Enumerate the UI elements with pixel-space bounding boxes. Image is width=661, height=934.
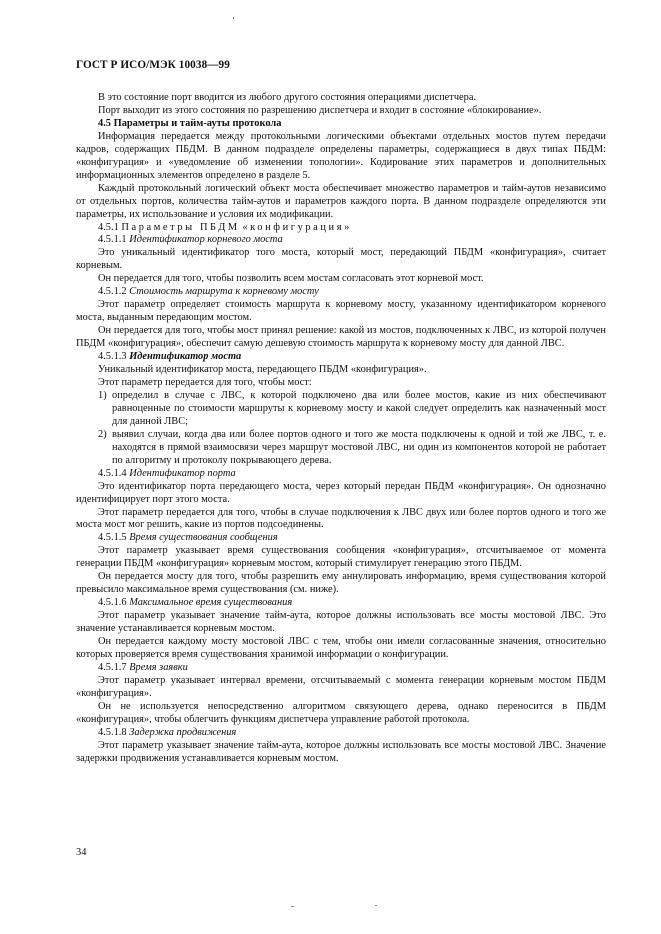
paragraph: Этот параметр передается для того, чтобы мост:: [98, 376, 312, 388]
section-heading-4-5-1-4: 4.5.1.4 Идентификатор порта: [98, 467, 236, 479]
scan-speck: [375, 905, 377, 906]
page-number: 34: [76, 847, 87, 858]
section-heading-4-5-1-1: 4.5.1.1 Идентификатор корневого моста: [98, 234, 283, 246]
paragraph: Этот параметр определяет стоимость маршрута к корневому мосту, указанному идентификатором корневого моста, выданным передающим мостом.: [76, 299, 606, 324]
paragraph: Он передается для того, чтобы позволить всем мостам согласовать этот корневой мост.: [98, 273, 484, 285]
paragraph: Уникальный идентификатор моста, передающего ПБДМ «конфигурация».: [98, 364, 427, 376]
list-item: 1) определил в случае с ЛВС, к которой подключено два или более мостов, какие из них обеспечивают равноценные по стоимости маршруты к корневому мосту и какой следует определить как назначенный мост для данной ЛВС;: [98, 389, 606, 427]
section-heading-4-5-1-8: 4.5.1.8 Задержка продвижения: [98, 726, 237, 738]
paragraph: Этот параметр передается для того, чтобы в случае подключения к ЛВС двух или более портов одного и того же моста мост мог решить, какие из портов подсоединены.: [76, 506, 606, 531]
section-heading-4-5-1-2: 4.5.1.2 Стоимость маршрута к корневому мосту: [98, 286, 319, 298]
section-heading-4-5-1-7: 4.5.1.7 Время заявки: [98, 661, 188, 673]
list-item: 2) выявил случаи, когда два или более портов одного и того же моста подключены к одной и той же ЛВС, т. е. находятся в прямой взаимосвязи через маршрут мостовой ЛВС, ни один из компонентов которой не работает по алгоритму и протоколу покрывающего дерева.: [98, 428, 606, 466]
paragraph: Информация передается между протокольными логическими объектами отдельных мостов путем передачи кадров, содержащих ПБДМ. В данном подразделе определены параметры, содержащиеся в двух типах ПБДМ: «конфигурация» и «уведомление об изменении топологии». Кодирование этих параметров и дополнительных информационных элементов определено в разделе 5.: [76, 130, 606, 181]
section-heading-4-5-1-6: 4.5.1.6 Максимальное время существования: [98, 597, 293, 609]
section-heading-4-5-1-5: 4.5.1.5 Время существования сообщения: [98, 532, 278, 544]
paragraph: Это идентификатор порта передающего моста, через который передан ПБДМ «конфигурация». Он однозначно идентифицирует порт этого моста.: [76, 480, 606, 505]
paragraph: Он передается для того, чтобы мост принял решение: какой из мостов, подключенных к ЛВС, из которой получен ПБДМ «конфигурация», обеспечит самую дешевую стоимость маршрута к корневому мосту для данной ЛВС.: [76, 325, 606, 350]
paragraph: В это состояние порт вводится из любого другого состояния операциями диспетчера.: [98, 92, 477, 103]
paragraph: Этот параметр указывает значение тайм-аута, которое должны использовать все мосты мостовой ЛВС. Это значение устанавливается корневым мостом.: [76, 610, 606, 635]
scan-speck: [291, 906, 294, 907]
paragraph: Это уникальный идентификатор того моста, который мост, передающий ПБДМ «конфигурация», считает корневым.: [76, 247, 606, 272]
section-heading-4-5-1-3: 4.5.1.3 Идентификатор моста: [98, 351, 242, 363]
section-heading-4-5-1: 4.5.1 Параметры ПБДМ «конфигурация»: [98, 221, 352, 233]
paragraph: Он передается мосту для того, чтобы разрешить ему аннулировать информацию, время существования которой превысило максимальное время существования (см. ниже).: [76, 571, 606, 596]
paragraph: Порт выходит из этого состояния по разрешению диспетчера и входит в состояние «блокирование».: [98, 104, 542, 116]
page-content: [76, 92, 606, 766]
paragraph: Этот параметр указывает значение тайм-аута, которое должны использовать все мосты мостовой ЛВС. Значение задержки продвижения устанавливается корневым мостом.: [76, 739, 606, 764]
paragraph: Этот параметр указывает время существования сообщения «конфигурация», отсчитываемое от момента генерации ПБДМ «конфигурация» корневым мостом, который стимулирует генерацию этого ПБДМ.: [76, 545, 606, 570]
section-heading-4-5: 4.5 Параметры и тайм-ауты протокола: [98, 117, 282, 129]
standard-header: ГОСТ Р ИСО/МЭК 10038—99: [76, 59, 230, 71]
scan-speck: [233, 17, 234, 19]
paragraph: Он передается каждому мосту мостовой ЛВС с тем, чтобы они имели согласованные значения, относительно которых проверяется время существования хранимой информации о конфигурации.: [76, 636, 606, 660]
paragraph: Он не используется непосредственно алгоритмом связующего дерева, однако переносится в ПБДМ «конфигурация», чтобы облегчить функциям диспетчера управление работой протокола.: [76, 700, 606, 725]
paragraph: Этот параметр указывает интервал времени, отсчитываемый с момента генерации корневым мостом ПБДМ «конфигурация».: [76, 674, 606, 699]
paragraph: Каждый протокольный логический объект моста обеспечивает множество параметров и тайм-аутов независимо от отдельных портов, количества тайм-аутов и параметров каждого порта. В данном подразделе определяются эти параметры, их использование и условия их модификации.: [76, 182, 606, 220]
